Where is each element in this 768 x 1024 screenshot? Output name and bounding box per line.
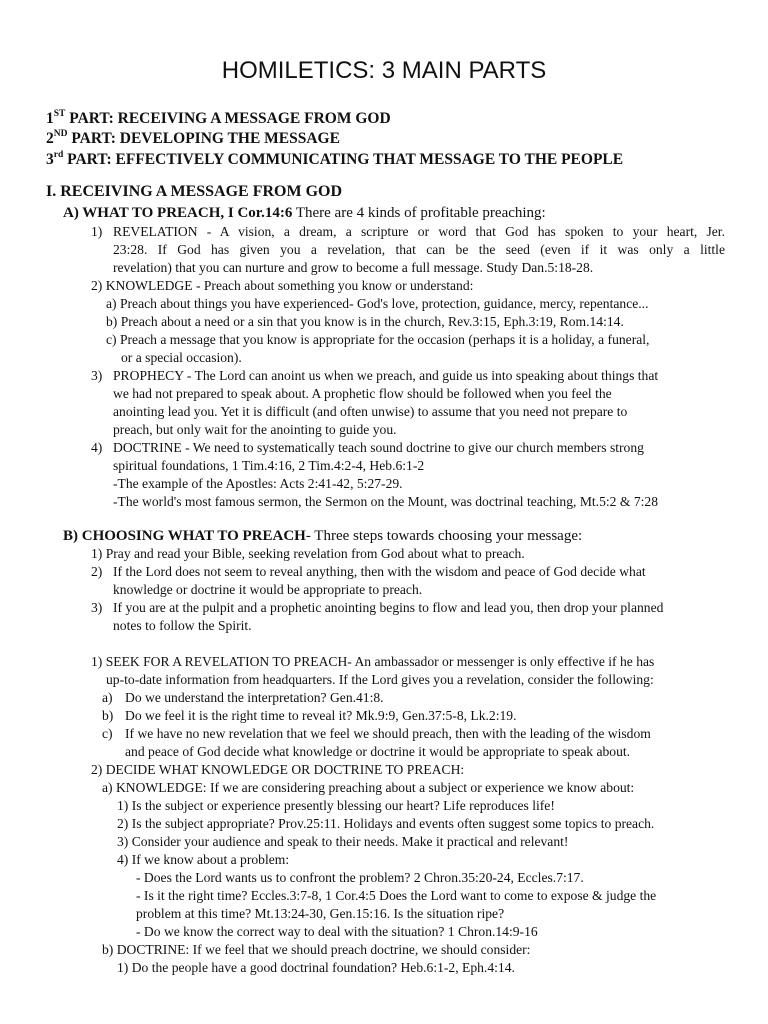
seek-c-letter: c)	[102, 726, 113, 741]
step-1: 1) Pray and read your Bible, seeking revelation from God about what to preach.	[91, 546, 525, 561]
knowledge-c-line-1: c) Preach a message that you know is appropriate for the occasion (perhaps it is a holiday, a funeral,	[106, 332, 650, 347]
doctrine-line-3: -The example of the Apostles: Acts 2:41-42, 5:27-29.	[113, 476, 403, 491]
revelation-line-2: 23:28. If God has given you a revelation, that can be the seed (even if it was only a little	[113, 242, 725, 257]
seek-c-line-2: and peace of God decide what knowledge or doctrine it would be appropriate to speak about.	[125, 744, 631, 759]
seek-a: Do we understand the interpretation? Gen.41:8.	[125, 690, 384, 705]
step-2-number: 2)	[91, 564, 103, 579]
step-2-line-1: If the Lord does not seem to reveal anything, then with the wisdom and peace of God decide what	[113, 564, 646, 579]
knowledge-c-line-2: or a special occasion).	[121, 350, 242, 365]
step-3-line-1: If you are at the pulpit and a prophetic anointing begins to flow and lead you, then drop your planned	[113, 600, 664, 615]
knowledge-a: a) Preach about things you have experienced- God's love, protection, guidance, mercy, repentance...	[106, 296, 649, 311]
decide-a-2: 2) Is the subject appropriate? Prov.25:11. Holidays and events often suggest some topics to preach.	[117, 816, 655, 831]
doctrine-number: 4)	[91, 440, 103, 455]
prophecy-line-1: PROPHECY - The Lord can anoint us when we preach, and guide us into speaking about things that	[113, 368, 659, 383]
decide-heading: 2) DECIDE WHAT KNOWLEDGE OR DOCTRINE TO PREACH:	[91, 762, 465, 777]
decide-b: b) DOCTRINE: If we feel that we should preach doctrine, we should consider:	[102, 942, 531, 957]
seek-line-1: 1) SEEK FOR A REVELATION TO PREACH- An ambassador or messenger is only effective if he has	[91, 654, 655, 669]
prophecy-line-4: preach, but only wait for the anointing to guide you.	[113, 422, 397, 437]
prophecy-line-2: we had not prepared to speak about. A prophetic flow should be followed when you feel the	[113, 386, 612, 401]
subsection-b-heading: B) CHOOSING WHAT TO PREACH- Three steps towards choosing your message:	[63, 528, 583, 544]
decide-b-1: 1) Do the people have a good doctrinal foundation? Heb.6:1-2, Eph.4:14.	[117, 960, 515, 975]
decide-a-4-1: - Does the Lord wants us to confront the problem? 2 Chron.35:20-24, Eccles.7:17.	[136, 870, 584, 885]
decide-a-4: 4) If we know about a problem:	[117, 852, 290, 867]
step-3-number: 3)	[91, 600, 103, 615]
decide-a-4-2-line-1: - Is it the right time? Eccles.3:7-8, 1 Cor.4:5 Does the Lord want to come to expose & judge the	[136, 888, 657, 903]
revelation-line-3: revelation) that you can nurture and grow to become a full message. Study Dan.5:18-28.	[113, 260, 594, 275]
decide-a-4-2-line-2: problem at this time? Mt.13:24-30, Gen.15:16. Is the situation ripe?	[136, 906, 505, 921]
doctrine-line-2: spiritual foundations, 1 Tim.4:16, 2 Tim.4:2-4, Heb.6:1-2	[113, 458, 425, 473]
seek-b: Do we feel it is the right time to reveal it? Mk.9:9, Gen.37:5-8, Lk.2:19.	[125, 708, 517, 723]
knowledge-b: b) Preach about a need or a sin that you know is in the church, Rev.3:15, Eph.3:19, Rom.14:14.	[106, 314, 624, 329]
revelation-line-1: REVELATION - A vision, a dream, a scripture or word that God has spoken to your heart, Jer.	[113, 224, 725, 239]
doctrine-line-4: -The world's most famous sermon, the Sermon on the Mount, was doctrinal teaching, Mt.5:2 & 7:28	[113, 494, 658, 509]
decide-a-3: 3) Consider your audience and speak to their needs. Make it practical and relevant!	[117, 834, 569, 849]
decide-a-1: 1) Is the subject or experience presently blessing our heart? Life reproduces life!	[117, 798, 555, 813]
doctrine-line-1: DOCTRINE - We need to systematically teach sound doctrine to give our church members strong	[113, 440, 644, 455]
revelation-number: 1)	[91, 224, 103, 239]
seek-b-letter: b)	[102, 708, 114, 723]
step-3-line-2: notes to follow the Spirit.	[113, 618, 252, 633]
seek-a-letter: a)	[102, 690, 113, 705]
section-1-heading: I. RECEIVING A MESSAGE FROM GOD	[46, 183, 343, 200]
part-3-heading: 3rd PART: EFFECTIVELY COMMUNICATING THAT MESSAGE TO THE PEOPLE	[46, 150, 624, 169]
part-2-heading: 2ND PART: DEVELOPING THE MESSAGE	[46, 129, 340, 148]
page-title: HOMILETICS: 3 MAIN PARTS	[221, 57, 547, 84]
subsection-a-heading: A) WHAT TO PREACH, I Cor.14:6 There are 4 kinds of profitable preaching:	[63, 205, 546, 221]
step-2-line-2: knowledge or doctrine it would be appropriate to preach.	[113, 582, 423, 597]
prophecy-number: 3)	[91, 368, 103, 383]
decide-a: a) KNOWLEDGE: If we are considering preaching about a subject or experience we know about:	[102, 780, 635, 795]
part-1-heading: 1ST PART: RECEIVING A MESSAGE FROM GOD	[46, 109, 391, 128]
seek-c-line-1: If we have no new revelation that we feel we should preach, then with the leading of the wisdom	[125, 726, 651, 741]
seek-line-2: up-to-date information from headquarters. If the Lord gives you a revelation, consider the following:	[106, 672, 654, 687]
knowledge-item: 2) KNOWLEDGE - Preach about something you know or understand:	[91, 278, 474, 293]
prophecy-line-3: anointing lead you. Yet it is difficult (and often unwise) to assume that you need not prepare to	[113, 404, 628, 419]
decide-a-4-3: - Do we know the correct way to deal with the situation? 1 Chron.14:9-16	[136, 924, 538, 939]
